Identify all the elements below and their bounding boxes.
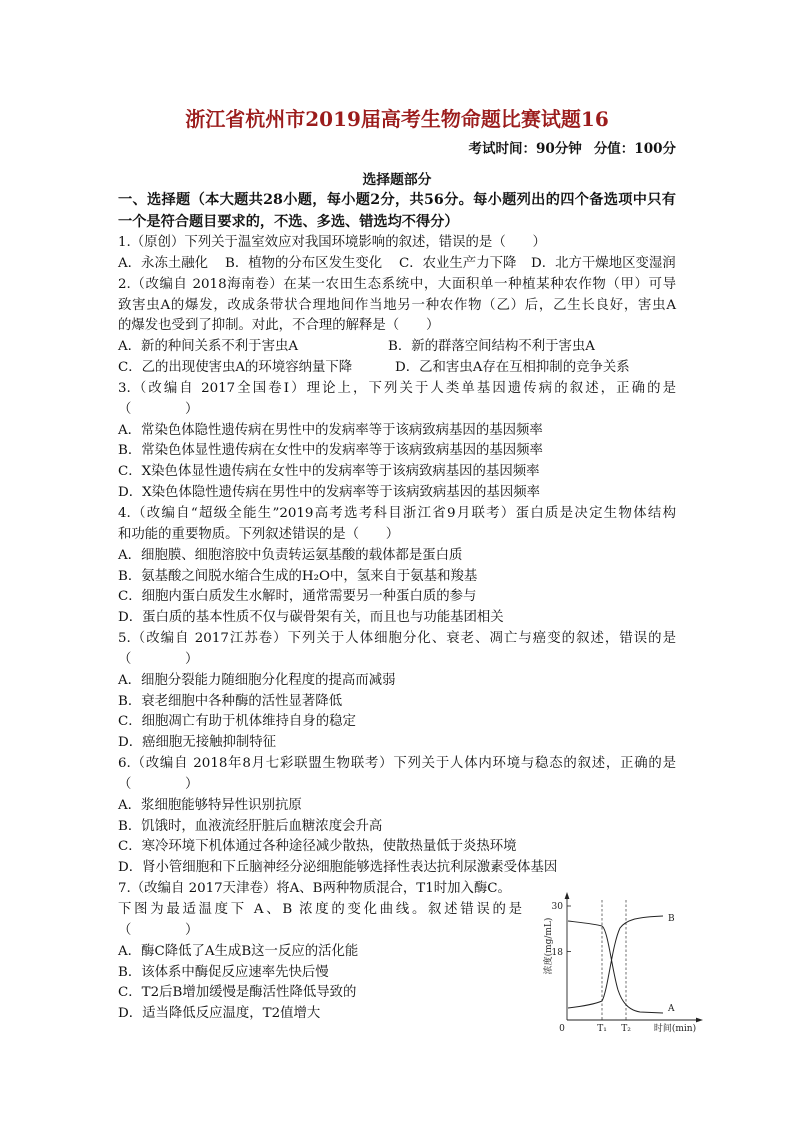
q3-option-c: C．X染色体显性遗传病在女性中的发病率等于该病致病基因的基因频率 xyxy=(118,464,540,480)
q2-stem-line-2: 致害虫A的爆发，改成条带状合理地间作当地另一种农作物（乙）后，乙生长良好，害虫A xyxy=(118,297,676,313)
y-tick-label-18: 18 xyxy=(551,948,563,958)
section-heading xyxy=(118,189,676,233)
q1-option-b: B．植物的分布区发生变化 xyxy=(225,255,383,271)
q7-option-c: C．T2后B增加缓慢是酶活性降低导致的 xyxy=(118,985,357,1001)
concentration-time-svg xyxy=(540,890,705,1035)
q3-stem-line-1: 3.（改编自 2017全国卷Ⅰ）理论上，下列关于人类单基因遗传病的叙述，正确的是 xyxy=(118,380,676,396)
q4-stem-line-1: 4.（改编自“超级全能生”2019高考选考科目浙江省9月联考）蛋白质是决定生物体结构 xyxy=(118,505,676,521)
section-heading-line-2: 一个是符合题目要求的，不选、多选、错选均不得分） xyxy=(118,214,459,230)
curve-label-b: B xyxy=(668,914,675,924)
q2-options-row-2 xyxy=(118,358,676,379)
q1-options xyxy=(118,254,676,275)
section-heading-line-1: 一、选择题（本大题共28小题，每小题2分，共56分。每小题列出的四个备选项中只有 xyxy=(118,192,676,208)
q4-stem-line-2: 和功能的重要物质。下列叙述错误的是（ ） xyxy=(118,526,400,542)
q1-option-d: D．北方干燥地区变湿润 xyxy=(531,255,676,271)
q5-stem-line-1: 5.（改编自 2017江苏卷）下列关于人体细胞分化、衰老、凋亡与癌变的叙述，错误的是 xyxy=(118,631,676,647)
q2-option-c: C．乙的出现使害虫A的环境容纳量下降 xyxy=(118,360,353,376)
q6-option-a: A．浆细胞能够特异性识别抗原 xyxy=(118,797,302,813)
q7-option-a: A．酶C降低了A生成B这一反应的活化能 xyxy=(118,943,359,959)
q4-option-b: B．氨基酸之间脱水缩合生成的H₂O中，氢来自于氨基和羧基 xyxy=(118,568,478,584)
q1-option-a: A．永冻土融化 xyxy=(118,255,209,271)
curve-a xyxy=(568,921,663,1013)
q4-option-a: A．细胞膜、细胞溶胶中负责转运氨基酸的载体都是蛋白质 xyxy=(118,547,463,563)
x-axis-label: 时间(min) xyxy=(653,1024,697,1034)
curve-label-a: A xyxy=(668,1004,675,1014)
q2-option-d: D．乙和害虫A存在互相抑制的竞争关系 xyxy=(395,360,630,376)
exam-info xyxy=(469,137,676,157)
q6-stem-line-1: 6.（改编自 2018年8月七彩联盟生物联考）下列关于人体内环境与稳态的叙述，正确的是 xyxy=(118,756,676,772)
q6-option-d: D．肾小管细胞和下丘脑神经分泌细胞能够选择性表达抗利尿激素受体基因 xyxy=(118,860,558,876)
q6-stem-line-2: （ ） xyxy=(118,776,199,792)
q2-stem-line-1: 2.（改编自 2018海南卷）在某一农田生态系统中，大面积单一种植某种农作物（甲）可导 xyxy=(118,276,676,292)
q7-option-b: B．该体系中酶促反应速率先快后慢 xyxy=(118,964,329,980)
y-axis-arrow-icon xyxy=(565,892,570,899)
q7-option-d: D．适当降低反应温度，T2值增大 xyxy=(118,1006,321,1022)
x-axis-arrow-icon xyxy=(696,1018,703,1023)
concentration-time-figure xyxy=(540,890,705,1035)
q2-stem-line-3: 的爆发也受到了抑制。对此，不合理的解释是（ ） xyxy=(118,318,440,334)
q5-option-d: D．癌细胞无接触抑制特征 xyxy=(118,735,277,751)
q4-option-d: D．蛋白质的基本性质不仅与碳骨架有关，而且也与功能基团相关 xyxy=(118,610,504,626)
q3-option-d: D．X染色体隐性遗传病在男性中的发病率等于该病致病基因的基因频率 xyxy=(118,485,540,501)
origin-label: 0 xyxy=(559,1024,565,1034)
q2-option-a: A．新的种间关系不利于害虫A xyxy=(118,339,299,355)
q4-option-c: C．细胞内蛋白质发生水解时，通常需要另一种蛋白质的参与 xyxy=(118,589,477,605)
q3-stem-line-2: （ ） xyxy=(118,401,199,417)
q7-stem-line-1: 7.（改编自 2017天津卷）将A、B两种物质混合，T1时加入酶C。 xyxy=(118,881,511,897)
q2-option-b: B．新的群落空间结构不利于害虫A xyxy=(388,339,595,355)
x-tick-label-t2: T₂ xyxy=(621,1024,631,1034)
q5-option-b: B．衰老细胞中各种酶的活性显著降低 xyxy=(118,693,343,709)
q6-option-c: C．寒冷环境下机体通过各种途径减少散热，使散热量低于炎热环境 xyxy=(118,839,517,855)
q5-option-a: A．细胞分裂能力随细胞分化程度的提高而减弱 xyxy=(118,672,396,688)
document-title: 浙江省杭州市2019届高考生物命题比赛试题16 xyxy=(185,107,609,131)
curve-b xyxy=(568,916,663,1008)
q1-stem-line-1: 1.（原创）下列关于温室效应对我国环境影响的叙述，错误的是（ ） xyxy=(118,235,546,250)
part-title: 选择题部分 xyxy=(362,172,432,188)
q3-option-a: A．常染色体隐性遗传病在男性中的发病率等于该病致病基因的基因频率 xyxy=(118,422,543,438)
exam-time: 考试时间：90分钟 xyxy=(468,141,582,157)
q7-stem-line-3: （ ） xyxy=(118,922,199,938)
q5-stem-line-2: （ ） xyxy=(118,651,199,667)
y-tick-label-30: 30 xyxy=(551,902,563,912)
y-axis-label: 浓度(mg/mL) xyxy=(544,917,554,975)
q7-stem-line-2: 下图为最适温度下 A、B 浓度的变化曲线。叙述错误的是 xyxy=(118,902,522,917)
q2-options-row-1 xyxy=(118,337,676,358)
q6-option-b: B．饥饿时，血液流经肝脏后血糖浓度会升高 xyxy=(118,818,383,834)
exam-score: 分值：100分 xyxy=(593,141,676,157)
x-tick-label-t1: T₁ xyxy=(597,1024,607,1034)
q3-option-b: B．常染色体显性遗传病在女性中的发病率等于该病致病基因的基因频率 xyxy=(118,443,543,459)
q1-option-c: C．农业生产力下降 xyxy=(399,255,517,271)
q5-option-c: C．细胞凋亡有助于机体维持自身的稳定 xyxy=(118,714,356,730)
